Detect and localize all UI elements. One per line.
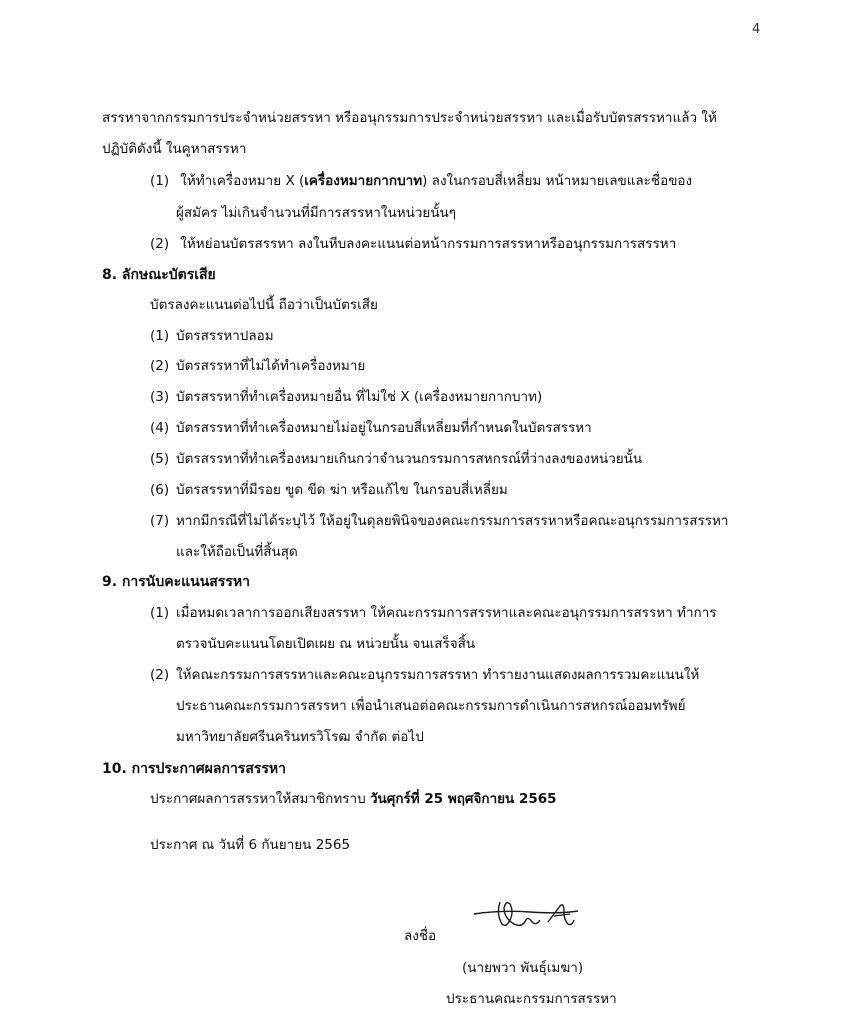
step-1-number: (1) bbox=[150, 173, 170, 189]
step-2-text: ให้หย่อนบัตรสรรหา ลงในหีบลงคะแนนต่อหน้ากรรมการสรรหาหรืออนุกรรมการสรรหา bbox=[180, 236, 677, 252]
step-1-text-after: ) ลงในกรอบสี่เหลี่ยม หน้าหมายเลขและชื่อของ bbox=[422, 173, 693, 189]
section-10-text-normal: ประกาศผลการสรรหาให้สมาชิกทราบ bbox=[150, 791, 370, 807]
section-10-text-bold: วันศุกร์ที่ 25 พฤศจิกายน 2565 bbox=[369, 791, 557, 807]
item-text: ให้คณะกรรมการสรรหาและคณะอนุกรรมการสรรหา ทำรายงานแสดงผลการรวมคะแนนให้ bbox=[176, 667, 700, 683]
section-8-item-6 bbox=[150, 481, 508, 499]
section-8-item-2 bbox=[150, 357, 365, 375]
section-8-title: 8. ลักษณะบัตรเสีย bbox=[102, 267, 216, 283]
item-text: เมื่อหมดเวลาการออกเสียงสรรหา ให้คณะกรรมการสรรหาและคณะอนุกรรมการสรรหา ทำการ bbox=[176, 605, 717, 621]
section-10-text bbox=[150, 790, 557, 808]
announce-date: ประกาศ ณ วันที่ 6 กันยายน 2565 bbox=[150, 837, 351, 853]
section-8-item-5 bbox=[150, 450, 642, 468]
signature-label: ลงชื่อ bbox=[404, 928, 437, 944]
page-number: 4 bbox=[752, 22, 761, 37]
item-number: (1) bbox=[150, 605, 170, 621]
intro-line-1: สรรหาจากกรรมการประจำหน่วยสรรหา หรืออนุกรรมการประจำหน่วยสรรหา และเมื่อรับบัตรสรรหาแล้ว ให้ bbox=[102, 110, 717, 126]
step-2-number: (2) bbox=[150, 236, 170, 252]
step-2 bbox=[150, 235, 676, 253]
item-text: บัตรสรรหาที่ไม่ได้ทำเครื่องหมาย bbox=[176, 358, 366, 374]
handwritten-signature bbox=[470, 894, 580, 934]
step-1 bbox=[150, 172, 692, 190]
section-9-item-1-continuation: ตรวจนับคะแนนโดยเปิดเผย ณ หน่วยนั้น จนเสร็จสิ้น bbox=[176, 636, 476, 652]
step-1-continuation: ผู้สมัคร ไม่เกินจำนวนที่มีการสรรหาในหน่วยนั้นๆ bbox=[176, 205, 457, 221]
section-9-item-1 bbox=[150, 604, 717, 622]
intro-line-2: ปฏิบัติดังนี้ ในคูหาสรรหา bbox=[102, 141, 247, 157]
item-number: (4) bbox=[150, 420, 170, 436]
item-text: บัตรสรรหาที่มีรอย ขูด ขีด ฆ่า หรือแก้ไข ในกรอบสี่เหลี่ยม bbox=[176, 482, 508, 498]
section-9-item-2 bbox=[150, 666, 699, 684]
section-8-item-3 bbox=[150, 388, 542, 406]
section-8-intro: บัตรลงคะแนนต่อไปนี้ ถือว่าเป็นบัตรเสีย bbox=[150, 297, 378, 313]
step-1-text-before: ให้ทำเครื่องหมาย X ( bbox=[180, 173, 305, 189]
item-text: บัตรสรรหาปลอม bbox=[176, 328, 274, 344]
section-8-item-1 bbox=[150, 327, 274, 345]
section-9-title: 9. การนับคะแนนสรรหา bbox=[102, 574, 250, 590]
item-text: บัตรสรรหาที่ทำเครื่องหมายอื่น ที่ไม่ใช่ X (เครื่องหมายกากบาท) bbox=[176, 389, 543, 405]
section-8-item-7 bbox=[150, 512, 728, 530]
signatory-position: ประธานคณะกรรมการสรรหา bbox=[446, 991, 617, 1007]
item-number: (2) bbox=[150, 358, 170, 374]
item-number: (7) bbox=[150, 513, 170, 529]
item-number: (2) bbox=[150, 667, 170, 683]
item-number: (6) bbox=[150, 482, 170, 498]
item-number: (5) bbox=[150, 451, 170, 467]
item-number: (3) bbox=[150, 389, 170, 405]
section-9-item-2-continuation: ประธานคณะกรรมการสรรหา เพื่อนำเสนอต่อคณะกรรมการดำเนินการสหกรณ์ออมทรัพย์ bbox=[176, 698, 686, 714]
item-text: บัตรสรรหาที่ทำเครื่องหมายเกินกว่าจำนวนกรรมการสหกรณ์ที่ว่างลงของหน่วยนั้น bbox=[176, 451, 643, 467]
item-text: หากมีกรณีที่ไม่ได้ระบุไว้ ให้อยู่ในดุลยพินิจของคณะกรรมการสรรหาหรือคณะอนุกรรมการสรรหา bbox=[176, 513, 729, 529]
step-1-text-bold: เครื่องหมายกากบาท bbox=[304, 173, 423, 189]
section-10-title: 10. การประกาศผลการสรรหา bbox=[102, 761, 286, 777]
item-number: (1) bbox=[150, 328, 170, 344]
item-text: บัตรสรรหาที่ทำเครื่องหมายไม่อยู่ในกรอบสี่เหลี่ยมที่กำหนดในบัตรสรรหา bbox=[176, 420, 592, 436]
section-8-item-4 bbox=[150, 419, 592, 437]
section-8-item-7-continuation: และให้ถือเป็นที่สิ้นสุด bbox=[176, 544, 298, 560]
signatory-name: (นายพวา พันธุ์เมฆา) bbox=[462, 960, 584, 976]
section-9-item-2-continuation-2: มหาวิทยาลัยศรีนครินทรวิโรฒ จำกัด ต่อไป bbox=[176, 729, 424, 745]
